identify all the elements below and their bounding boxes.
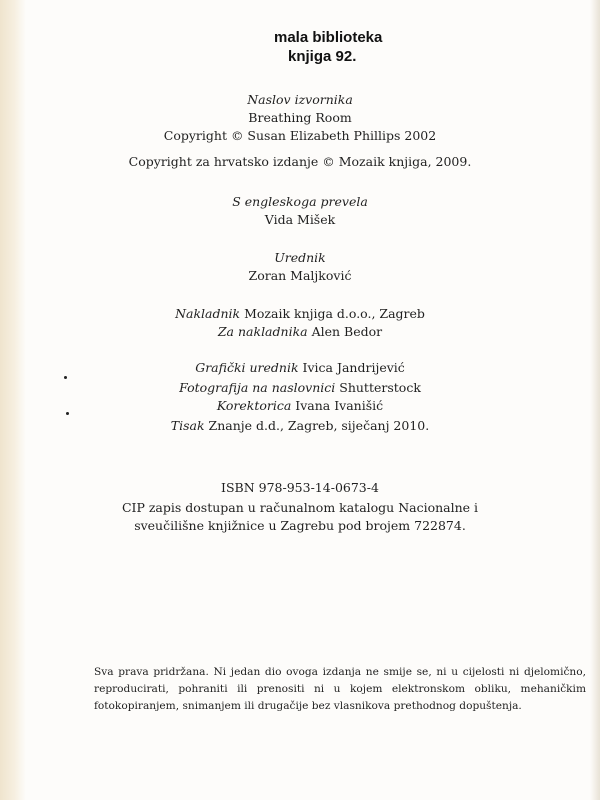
print-speck <box>64 376 67 379</box>
publisher-value: Mozaik knjiga d.o.o., Zagreb <box>244 306 425 321</box>
isbn: ISBN 978-953-14-0673-4 <box>221 480 379 495</box>
design-name: Ivica Jandrijević <box>302 360 405 375</box>
design-label: Grafički urednik <box>195 360 299 375</box>
series-number: knjiga 92. <box>288 48 357 65</box>
cover-photo-line <box>0 380 600 396</box>
original-copyright: Copyright © Susan Elizabeth Phillips 2002 <box>163 128 437 143</box>
original-title: Breathing Room <box>248 110 352 125</box>
print-value: Znanje d.d., Zagreb, siječanj 2010. <box>208 418 430 433</box>
print-line <box>0 418 600 434</box>
print-label: Tisak <box>170 418 205 433</box>
for-publisher-label: Za nakladnika <box>217 324 308 339</box>
publisher-label: Nakladnik <box>175 306 241 321</box>
cip-line-2: sveučilišne knjižnice u Zagrebu pod brojem 722874. <box>134 518 466 533</box>
for-publisher-name: Alen Bedor <box>311 324 383 339</box>
publisher-line <box>0 306 600 322</box>
for-publisher-line <box>0 324 600 340</box>
proofreader-line <box>0 398 600 414</box>
design-line <box>0 360 600 376</box>
series-name: mala biblioteka <box>274 29 383 46</box>
rights-notice: Sva prava pridržana. Ni jedan dio ovoga izdanja ne smije se, ni u cijelosti ni djelomično, reproducirati, pohraniti ili prenositi ni u kojem elektronskom obliku, mehaničkim fotokopiranjem, snimanjem ili drugačije bez vlasnikova prethodnog dopuštenja. <box>94 666 586 712</box>
editor-name: Zoran Maljković <box>248 268 352 283</box>
cover-photo-label: Fotografija na naslovnici <box>179 380 336 395</box>
original-title-label: Naslov izvornika <box>247 92 353 107</box>
proofreader-label: Korektorica <box>216 398 292 413</box>
translator-label: S engleskoga prevela <box>232 194 368 209</box>
proofreader-name: Ivana Ivanišić <box>295 398 384 413</box>
series-heading <box>274 28 382 66</box>
cip-line-1: CIP zapis dostupan u računalnom katalogu Nacionalne i <box>121 500 479 515</box>
translator-name: Vida Mišek <box>264 212 336 227</box>
croatian-copyright: Copyright za hrvatsko izdanje © Mozaik knjiga, 2009. <box>128 154 472 169</box>
print-speck <box>66 412 69 415</box>
cover-photo-name: Shutterstock <box>339 380 421 395</box>
editor-label: Urednik <box>274 250 326 265</box>
